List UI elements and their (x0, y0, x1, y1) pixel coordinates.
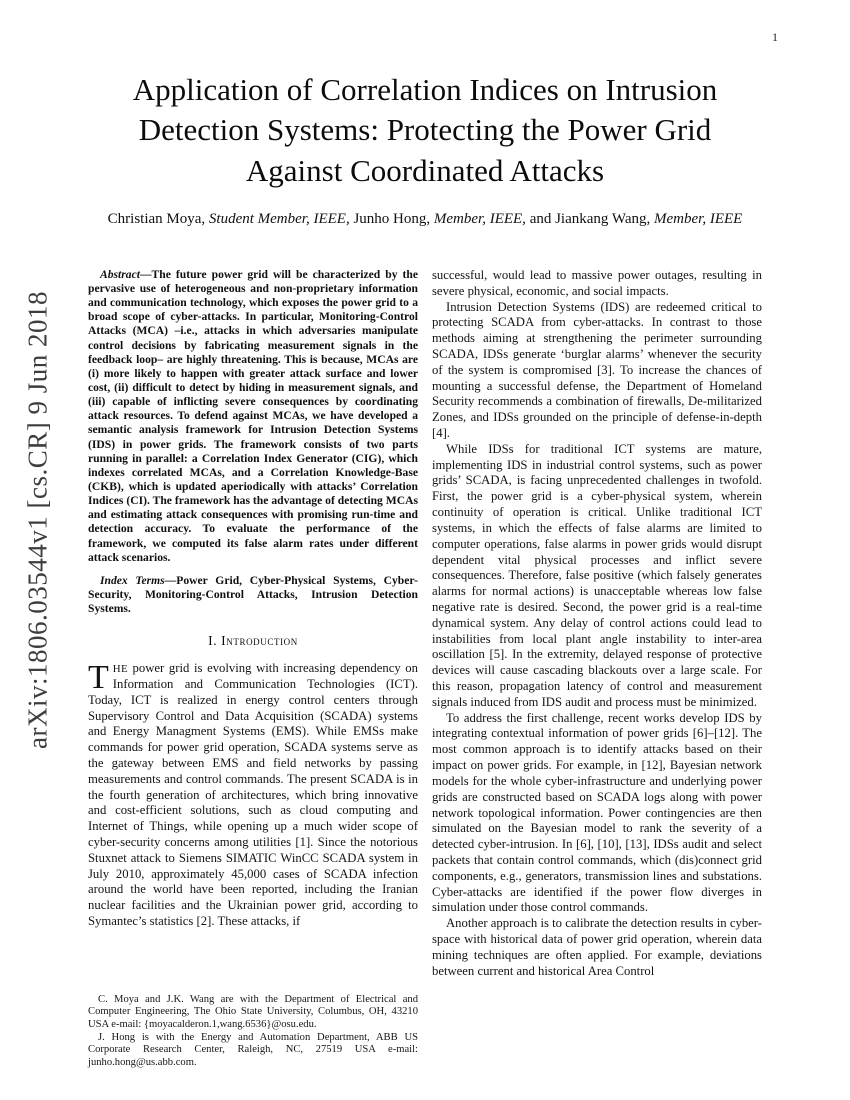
footnote-author-affiliation: J. Hong is with the Energy and Automation Department, ABB US Corporate Research Center, Raleigh, NC, 27519 USA e-mail: junho.hong@us.abb.com. (88, 1031, 418, 1069)
author-name: Christian Moya, (107, 210, 209, 227)
author-name: and Jiankang Wang, (525, 210, 655, 227)
footnotes-block (88, 986, 418, 1070)
abstract-label: Abstract— (100, 267, 152, 281)
right-column (432, 268, 762, 1070)
footnote-authors-affiliation: C. Moya and J.K. Wang are with the Department of Electrical and Computer Engineering, The Ohio State University, Columbus, OH, 43210 USA e-mail: {moyacalderon.1,wang.6536}@osu.edu. (88, 993, 418, 1031)
two-column-body (88, 268, 762, 1070)
paper-title: Application of Correlation Indices on Intrusion Detection Systems: Protecting the Power Grid Against Coordinated Attacks (132, 72, 718, 188)
index-terms-text: Power Grid, Cyber-Physical Systems, Cyber-Security, Monitoring-Control Attacks, Intrusion Detection Systems. (88, 573, 418, 616)
author-role: Student Member, IEEE, (208, 210, 350, 227)
abstract-paragraph (88, 268, 418, 565)
intro-lead-caps: HE (112, 663, 128, 676)
author-name: Junho Hong, (349, 210, 434, 227)
author-role: Member, IEEE, (433, 210, 526, 227)
author-role: Member, IEEE (654, 210, 743, 227)
intro-paragraph (88, 661, 418, 930)
dropcap-letter: T (88, 659, 109, 697)
body-paragraph: Another approach is to calibrate the detection results in cyber-space with historical data of power grid operation, wherein data mining techniques are often applied. For example, deviations between current and historical Area Control (432, 916, 762, 978)
body-paragraph: To address the first challenge, recent works develop IDS by integrating contextual information of power grids [6]–[12]. The most common approach is to identify attacks based on their impact on power grids. For example, in [12], Bayesian network models for the whole cyber-infrastructure and underlying power grids are constructed based on SCADA logs along with power network topological information. Power contingencies are then simulated on the Bayesian model to rank the severity of a detected cyber-intrusion. In [6], [10], [13], IDSs audit and select packets that contain control commands, which (dis)connect grid components, e.g., generators, transmission lines and substations. Cyber-attacks are identified if the power flow diverges in simulation under those control commands. (432, 710, 762, 915)
page-number: 1 (772, 30, 778, 44)
index-terms-paragraph (88, 574, 418, 616)
body-paragraph: Intrusion Detection Systems (IDS) are redeemed critical to protecting SCADA from cyber-attacks. In contrast to those methods aiming at strengthening the perimeter surrounding SCADA, IDSs generate ‘burglar alarms’ whenever the security of the system is compromised [3]. To increase the chances of mounting a successful defense, the Department of Homeland Security recommends a combination of firewalls, De-militarized Zones, and IDSs grounded on the principle of defense-in-depth [4]. (432, 299, 762, 441)
paper-content (88, 0, 762, 1070)
left-column (88, 268, 418, 1070)
abstract-text: The future power grid will be characterized by the pervasive use of heterogeneous and non-proprietary information and communication technology, which exposes the power grid to a broad scope of cyber-attacks. In particular, Monitoring-Control Attacks (MCA) –i.e., attacks in which adversaries manipulate control decisions by fabricating measurement signals in the feedback loop– are highly threatening. This is because, MCAs are (i) more likely to happen with greater attack surface and lower cost, (ii) difficult to detect by hiding in measurement signals, and (iii) capable of inflicting severe consequences by coordinating attack resources. To defend against MCAs, we have developed a semantic analysis framework for Intrusion Detection Systems (IDS) in power grids. The framework consists of two parts running in parallel: a Correlation Index Generator (CIG), which indexes correlated MCAs, and a Correlation Knowledge-Base (CKB), which is updated aperiodically with attacks’ Correlation Indices (CI). The framework has the advantage of detecting MCAs and estimating attack consequences with promising run-time and detection accuracy. To evaluate the performance of the framework, we computed its false alarm rates under different attack scenarios. (88, 267, 418, 564)
body-paragraph: While IDSs for traditional ICT systems are mature, implementing IDS in industrial control systems, such as power grids’ SCADA, is facing unprecedented challenges in twofold. First, the power grid is a cyber-physical system, wherein continuity of operation is critical. Unlike traditional ICT systems, in which the effects of false alarms are limited to computer operations, false alarms in power grids would disrupt dependent vital physical processes and inflict severe consequences. Therefore, false positive (which falsely generates alarms for normal actions) is unacceptable whereas low false negative rate is desired. Second, the power grid is a real-time dynamical system. Any delay of control actions could lead to instabilities from local plant angle instability to inter-area oscillation [5]. In the extremity, delayed response of protective devices will cause cascading blackouts over a large scale. For this reason, propagation latency of control and measurement signals induced from IDS audit and process must be minimized. (432, 441, 762, 709)
intro-text: power grid is evolving with increasing dependency on Information and Communication Technologies (ICT). Today, ICT is realized in energy control centers through Supervisory Control and Data Acquisition (SCADA) systems and Energy Managment Systems (EMS). While EMSs make commands for power grid operation, SCADA systems serve as the gateway between EMS and field networks by passing measurements and control commands. The present SCADA is in the fourth generation of architectures, which bring innovative and cost-efficient solutions, such as cloud computing and Internet of Things, while opening up a much wider scope of cyber-security concerns among utilities [1]. Since the notorious Stuxnet attack to Siemens SIMATIC WinCC SCADA system in July 2010, approximately 45,000 cases of SCADA infection around the world have been reported, including the Iranian nuclear facilities and the Ukrainian power grid, according to Symantec’s statistics [2]. These attacks, if (88, 661, 418, 929)
index-terms-label: Index Terms— (100, 573, 177, 587)
section-heading-introduction: I. Introduction (208, 633, 298, 649)
arxiv-watermark: arXiv:1806.03544v1 [cs.CR] 9 Jun 2018 (22, 291, 53, 749)
author-line (88, 211, 762, 228)
body-paragraph: successful, would lead to massive power outages, resulting in severe physical, economic, and social impacts. (432, 267, 762, 298)
